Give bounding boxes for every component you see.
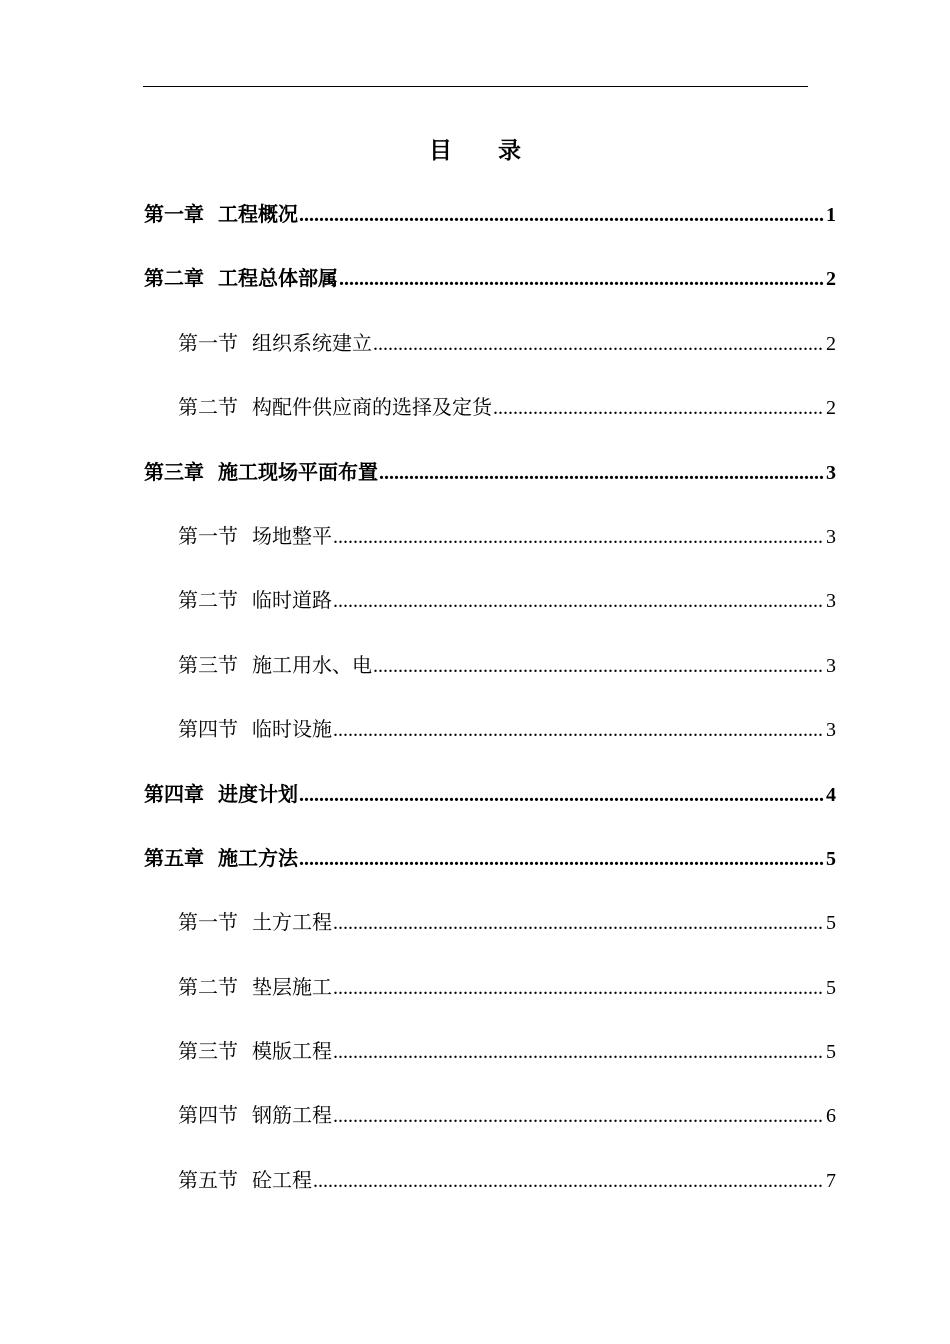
toc-entry[interactable] xyxy=(144,580,836,644)
toc-entry[interactable] xyxy=(144,838,836,902)
toc-entry-number: 第五章 xyxy=(144,845,204,870)
dot-leader xyxy=(299,195,824,235)
toc-entry-label: 场地整平 xyxy=(252,523,332,548)
dot-leader xyxy=(493,388,824,428)
toc-entry-label: 工程总体部属 xyxy=(218,266,338,291)
toc-entry-page: 1 xyxy=(826,204,836,226)
dot-leader xyxy=(373,324,824,364)
toc-entry-number: 第二章 xyxy=(144,266,204,291)
dot-leader xyxy=(299,775,824,815)
toc-entry-number: 第一节 xyxy=(178,330,238,355)
toc-entry[interactable] xyxy=(144,967,836,1031)
toc-entry[interactable] xyxy=(144,1095,836,1159)
toc-entry-number: 第一章 xyxy=(144,202,204,226)
toc-entry-number: 第一节 xyxy=(178,523,238,548)
toc-entry-page: 7 xyxy=(826,1169,836,1192)
toc-entry-page: 3 xyxy=(826,525,836,548)
dot-leader xyxy=(313,1161,824,1201)
toc-entry-page: 5 xyxy=(826,847,836,870)
header-rule xyxy=(143,86,808,87)
toc-entry-page: 4 xyxy=(826,783,836,806)
toc-entry-number: 第五节 xyxy=(178,1167,238,1192)
toc-entry[interactable] xyxy=(144,774,836,838)
toc-entry-label: 模版工程 xyxy=(252,1039,332,1064)
dot-leader xyxy=(333,581,824,621)
toc-entry-label: 钢筋工程 xyxy=(252,1103,332,1128)
toc-entry-label: 砼工程 xyxy=(252,1167,312,1192)
toc-entry-page: 3 xyxy=(826,719,836,742)
toc-entry-page: 2 xyxy=(826,397,836,420)
toc-entry-page: 5 xyxy=(826,1041,836,1064)
toc-entry-number: 第二节 xyxy=(178,395,238,420)
toc-title-char-2: 录 xyxy=(498,138,521,164)
toc-entry[interactable] xyxy=(144,258,836,322)
toc-entry-label: 工程概况 xyxy=(218,202,298,226)
dot-leader xyxy=(373,646,824,686)
toc-entry[interactable] xyxy=(144,452,836,516)
toc-title xyxy=(0,134,950,168)
toc-entry-label: 施工现场平面布置 xyxy=(218,459,378,484)
toc-entry-label: 临时道路 xyxy=(252,588,332,613)
toc-entry-page: 5 xyxy=(826,912,836,935)
toc-entry-number: 第一节 xyxy=(178,910,238,935)
dot-leader xyxy=(333,1096,824,1136)
toc-entry[interactable] xyxy=(144,902,836,966)
dot-leader xyxy=(379,453,824,493)
dot-leader xyxy=(333,517,824,557)
toc-entry-number: 第四节 xyxy=(178,1103,238,1128)
dot-leader xyxy=(333,968,824,1008)
toc-entry-label: 进度计划 xyxy=(218,781,298,806)
toc-entry[interactable] xyxy=(144,1160,836,1224)
dot-leader xyxy=(333,710,824,750)
toc-entry-page: 2 xyxy=(826,268,836,291)
toc-entry-number: 第三章 xyxy=(144,459,204,484)
toc-entry-label: 组织系统建立 xyxy=(252,330,372,355)
toc-entry[interactable] xyxy=(144,387,836,451)
toc-entry-number: 第四章 xyxy=(144,781,204,806)
toc-entry[interactable] xyxy=(144,194,836,258)
toc-entry-number: 第四节 xyxy=(178,717,238,742)
toc-entry-label: 临时设施 xyxy=(252,717,332,742)
toc-entry-page: 3 xyxy=(826,654,836,677)
toc-entry[interactable] xyxy=(144,323,836,387)
toc-entry[interactable] xyxy=(144,1031,836,1095)
toc-entry-page: 3 xyxy=(826,461,836,484)
toc-entry-page: 6 xyxy=(826,1105,836,1128)
toc-entry-label: 施工用水、电 xyxy=(252,652,372,677)
toc-title-char-1: 目 xyxy=(429,138,452,164)
toc-entry[interactable] xyxy=(144,516,836,580)
toc-entry-number: 第三节 xyxy=(178,1039,238,1064)
table-of-contents xyxy=(144,194,836,1224)
toc-entry-page: 5 xyxy=(826,976,836,999)
toc-entry-label: 土方工程 xyxy=(252,910,332,935)
toc-entry-number: 第二节 xyxy=(178,974,238,999)
toc-entry-label: 垫层施工 xyxy=(252,974,332,999)
dot-leader xyxy=(299,839,824,879)
toc-entry-label: 构配件供应商的选择及定货 xyxy=(252,395,492,420)
toc-entry-number: 第二节 xyxy=(178,588,238,613)
toc-entry-page: 2 xyxy=(826,332,836,355)
toc-entry-label: 施工方法 xyxy=(218,845,298,870)
toc-entry-number: 第三节 xyxy=(178,652,238,677)
dot-leader xyxy=(339,259,824,299)
toc-entry[interactable] xyxy=(144,709,836,773)
toc-entry[interactable] xyxy=(144,645,836,709)
dot-leader xyxy=(333,903,824,943)
toc-entry-page: 3 xyxy=(826,590,836,613)
dot-leader xyxy=(333,1032,824,1072)
